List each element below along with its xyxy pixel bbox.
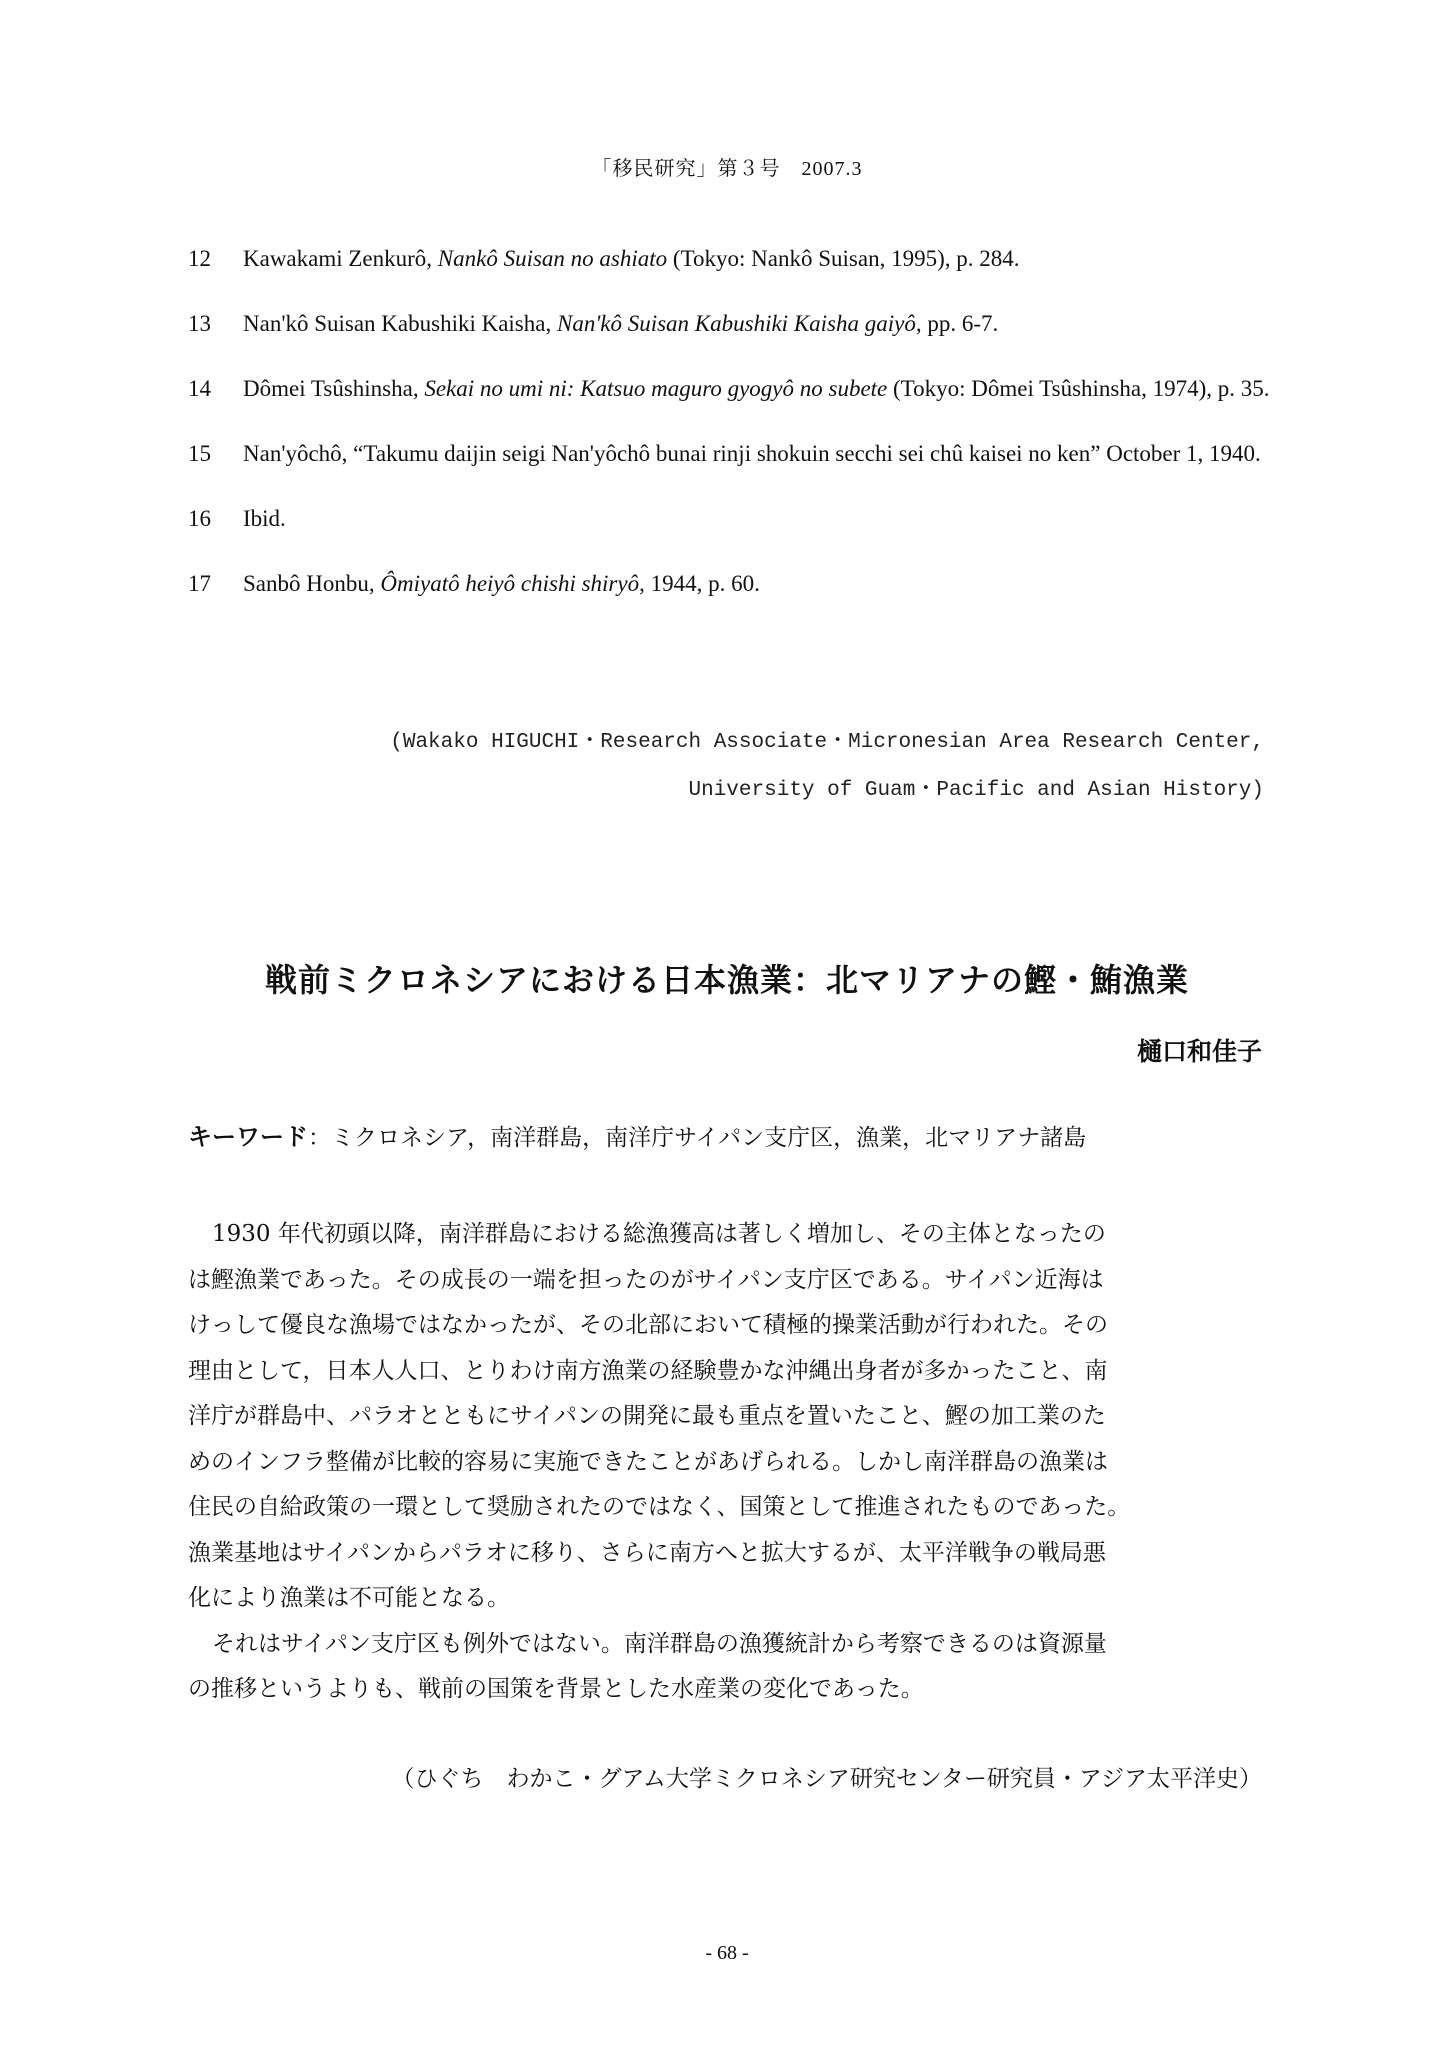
abstract-line: 洋庁が群島中、パラオとともにサイパンの開発に最も重点を置いたこと、鰹の加工業のた [188, 1403, 1106, 1429]
abstract [188, 1212, 1268, 1713]
endnote-16 [188, 494, 1288, 543]
author-affiliation-en-line2: University of Guam・Pacific and Asian History) [688, 779, 1264, 802]
endnote-text: Kawakami Zenkurô, [243, 246, 438, 271]
endnote-title: Nan'kô Suisan Kabushiki Kaisha gaiyô [556, 311, 916, 336]
endnotes [188, 234, 1288, 624]
running-header: 「移民研究」第３号 2007.3 [591, 158, 863, 180]
endnote-number: 16 [188, 506, 211, 531]
endnote-number: 12 [188, 246, 211, 271]
endnote-number: 13 [188, 311, 211, 336]
endnote-text: Ibid. [243, 506, 286, 531]
endnote-number: 17 [188, 571, 211, 596]
abstract-line: 1930 年代初頭以降，南洋群島における総漁獲高は著しく増加し、その主体となったの [212, 1221, 1106, 1247]
endnote-number: 15 [188, 441, 211, 466]
page-number: - 68 - [705, 1942, 749, 1964]
keywords [188, 1117, 1268, 1152]
endnote-title: Sekai no umi ni: Katsuo maguro gyogyô no subete [424, 376, 888, 401]
endnote-title: Nankô Suisan no ashiato [437, 246, 668, 271]
endnote-17 [188, 559, 1288, 608]
endnote-text: , pp. 6-7. [915, 311, 999, 336]
endnote-text: Nan'kô Suisan Kabushiki Kaisha, [243, 311, 557, 336]
author-affiliation-jp: （ひぐち わかこ・グアム大学ミクロネシア研究センター研究員・アジア太平洋史） [391, 1766, 1262, 1792]
endnote-14 [188, 364, 1288, 413]
endnote-title: Ômiyatô heiyô chishi shiryô [380, 571, 640, 596]
endnote-text: , 1944, p. 60. [639, 571, 760, 596]
abstract-line: の推移というよりも、戦前の国策を背景とした水産業の変化であった。 [188, 1676, 924, 1702]
endnote-text: Dômei Tsûshinsha, [243, 376, 425, 401]
endnote-15 [188, 429, 1288, 478]
article-author: 樋口和佳子 [1136, 1037, 1262, 1066]
article-title: 戦前ミクロネシアにおける日本漁業：北マリアナの鰹・鮪漁業 [264, 961, 1189, 999]
keywords-list: ：ミクロネシア，南洋群島，南洋庁サイパン支庁区，漁業，北マリアナ諸島 [308, 1125, 1087, 1151]
endnote-number: 14 [188, 376, 211, 401]
abstract-line: 漁業基地はサイパンからパラオに移り、さらに南方へと拡大するが、太平洋戦争の戦局悪 [188, 1539, 1106, 1566]
abstract-line: 理由として，日本人人口、とりわけ南方漁業の経験豊かな沖縄出身者が多かったこと、南 [188, 1357, 1108, 1384]
keywords-label: キーワード [188, 1123, 308, 1151]
abstract-line: 住民の自給政策の一環として奨励されたのではなく、国策として推進されたものであった。 [188, 1494, 1131, 1520]
author-affiliation-en-line1: (Wakako HIGUCHI・Research Associate・Micronesian Area Research Center, [390, 731, 1264, 754]
abstract-line: それはサイパン支庁区も例外ではない。南洋群島の漁獲統計から考察できるのは資源量 [212, 1630, 1107, 1657]
endnote-text: Nan'yôchô, “Takumu daijin seigi Nan'yôchô bunai rinji shokuin secchi sei chû kaisei no ken” October 1, 1940. [243, 441, 1261, 466]
endnote-13 [188, 299, 1288, 348]
abstract-line: 化により漁業は不可能となる。 [188, 1585, 510, 1611]
abstract-line: は鰹漁業であった。その成長の一端を担ったのがサイパン支庁区である。サイパン近海は [188, 1266, 1104, 1293]
endnote-text: (Tokyo: Dômei Tsûshinsha, 1974), p. 35. [887, 376, 1270, 401]
abstract-line: けっして優良な漁場ではなかったが、その北部において積極的操業活動が行われた。その [188, 1312, 1108, 1338]
abstract-line: めのインフラ整備が比較的容易に実施できたことがあげられる。しかし南洋群島の漁業は [188, 1448, 1108, 1475]
endnote-12 [188, 234, 1288, 283]
endnote-text: Sanbô Honbu, [243, 571, 381, 596]
endnote-text: (Tokyo: Nankô Suisan, 1995), p. 284. [667, 246, 1020, 271]
